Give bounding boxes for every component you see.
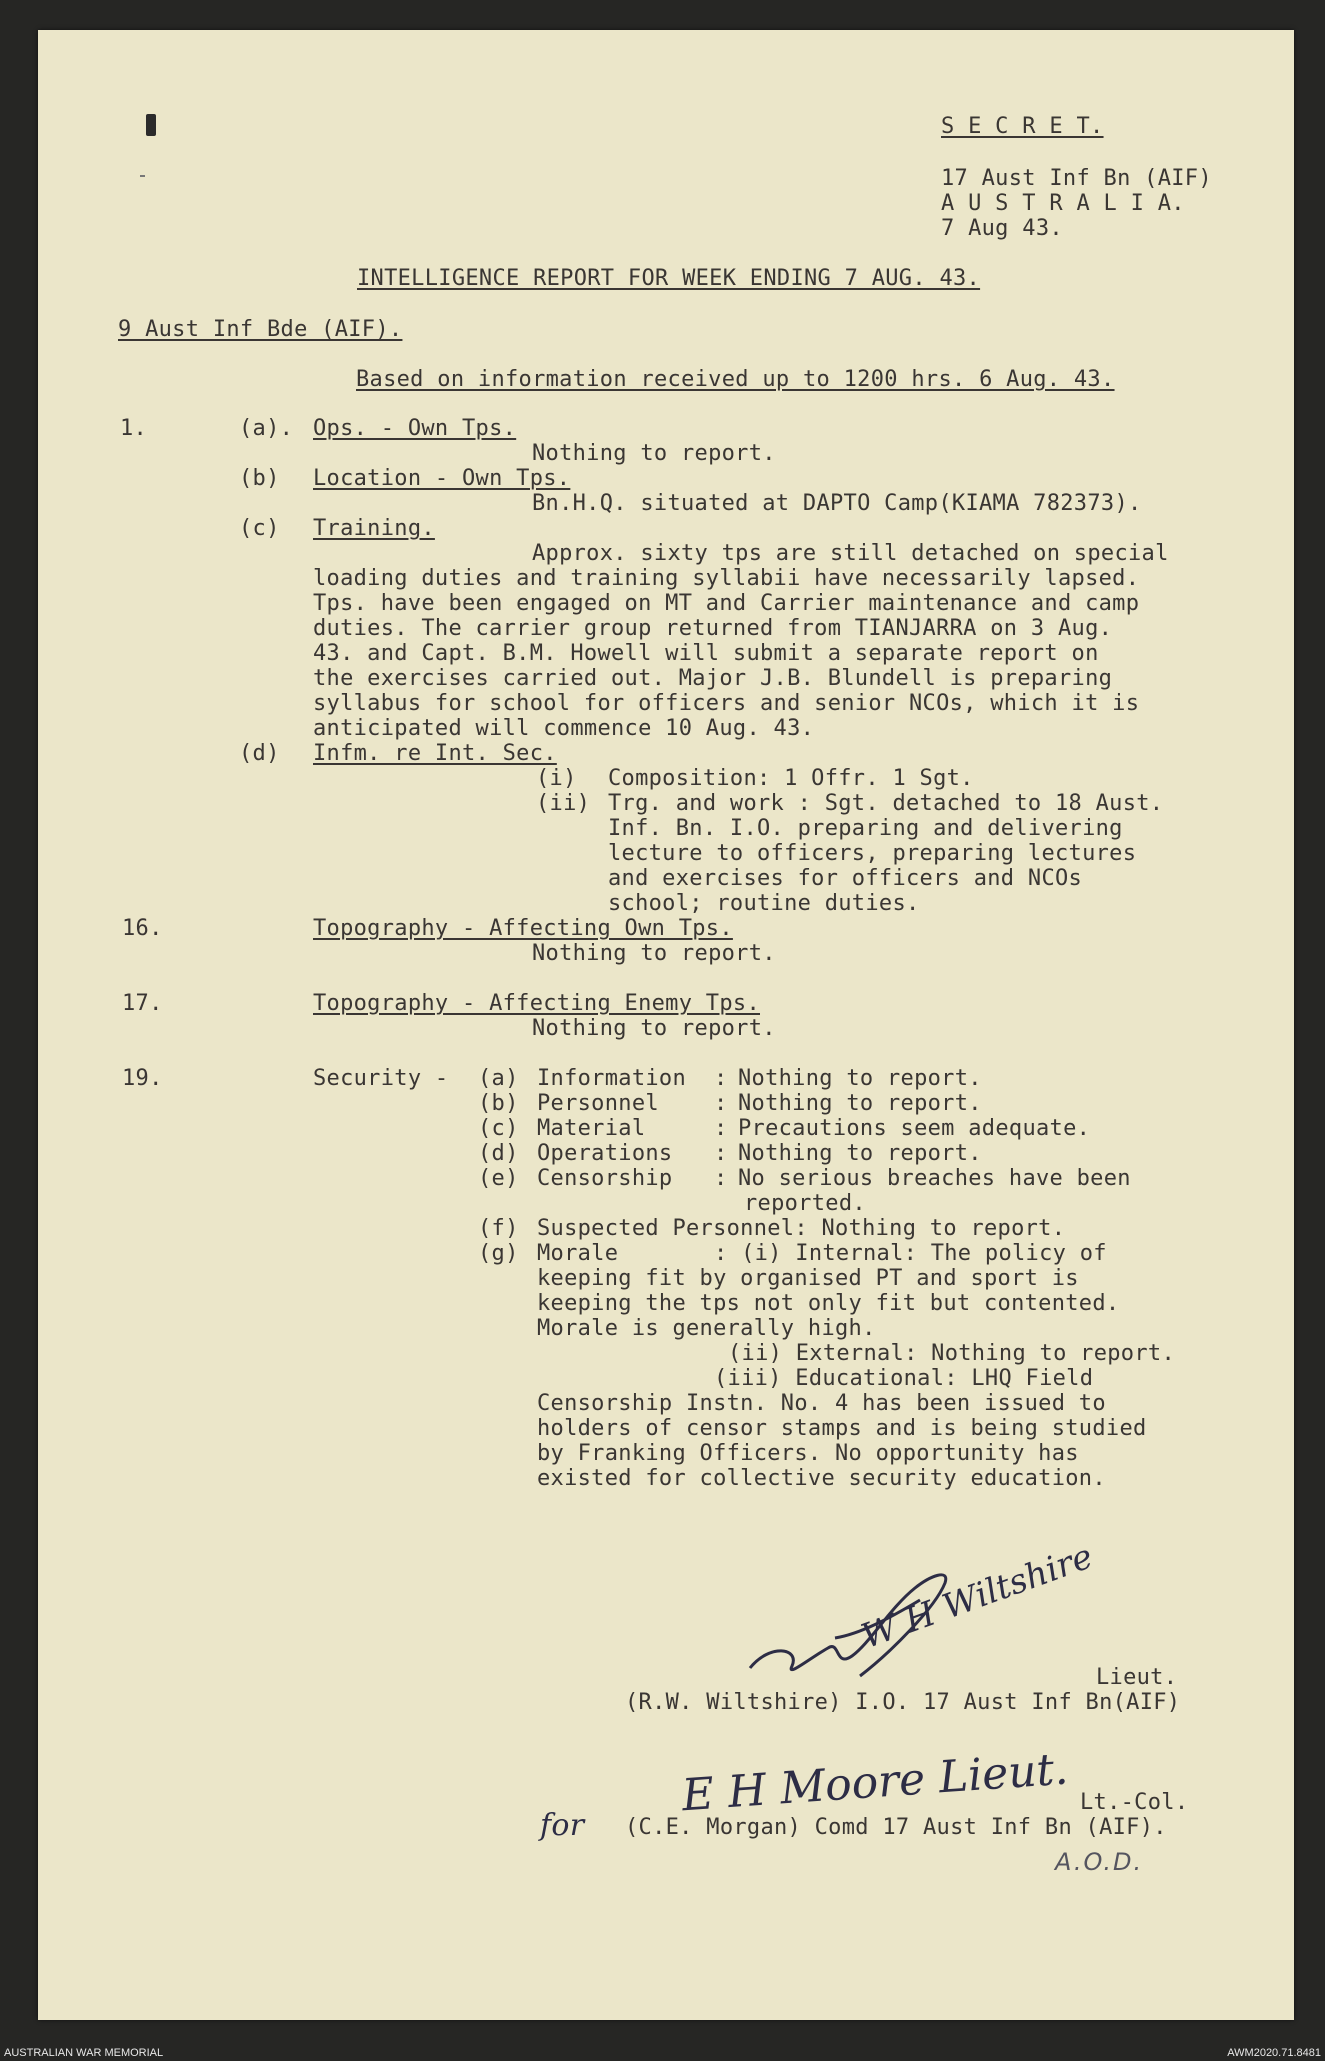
paragraph-line: Tps. have been engaged on MT and Carrier maintenance and camp — [313, 591, 1140, 616]
paragraph-line: lecture to officers, preparing lectures — [608, 841, 1137, 866]
addressee: 9 Aust Inf Bde (AIF). — [118, 317, 403, 342]
security-item: Personnel — [537, 1091, 659, 1116]
paragraph-line: holders of censor stamps and is being studied — [537, 1416, 1147, 1441]
sub-item-text: Composition: 1 Offr. 1 Sgt. — [608, 766, 974, 791]
security-item: Operations — [537, 1141, 673, 1166]
section-text: Nothing to report. — [532, 441, 776, 466]
sub-item-label: (i) — [536, 766, 577, 791]
signature-rank: Lieut. — [1096, 1665, 1178, 1690]
section-text: Nothing to report. — [532, 1016, 776, 1041]
signature-handwriting: E H Moore Lieut. — [680, 1743, 1070, 1822]
paragraph-line: (ii) External: Nothing to report. — [728, 1341, 1175, 1366]
paragraph-line: and exercises for officers and NCOs — [608, 866, 1083, 891]
paragraph-line: Morale is generally high. — [537, 1316, 876, 1341]
punch-mark — [140, 175, 145, 177]
classification-marking: S E C R E T. — [941, 114, 1104, 139]
paragraph-line: syllabus for school for officers and senior NCOs, which it is — [313, 691, 1140, 716]
paragraph-line: keeping the tps not only fit but contented. — [537, 1291, 1120, 1316]
section-heading: Training. — [313, 516, 435, 541]
section-heading: Topography - Affecting Enemy Tps. — [313, 991, 760, 1016]
signature-handwriting: W H Wiltshire — [856, 1536, 1099, 1657]
security-value: Nothing to report. — [738, 1141, 982, 1166]
paragraph-line: keeping fit by organised PT and sport is — [537, 1266, 1079, 1291]
paragraph-line: 43. and Capt. B.M. Howell will submit a separate report on — [313, 641, 1099, 666]
footer-accession: AWM2020.71.8481 — [1227, 2047, 1321, 2059]
annotation: A.O.D. — [1055, 1848, 1144, 1876]
item-label: (d) — [478, 1141, 519, 1166]
paragraph-line: existed for collective security education. — [537, 1466, 1106, 1491]
security-value: Precautions seem adequate. — [738, 1116, 1091, 1141]
security-value: Nothing to report. — [738, 1091, 982, 1116]
paragraph-line: Approx. sixty tps are still detached on special — [532, 541, 1169, 566]
paragraph-line: school; routine duties. — [608, 891, 920, 916]
section-heading: Ops. - Own Tps. — [313, 416, 517, 441]
item-label: (e) — [478, 1166, 519, 1191]
footer-source: AUSTRALIAN WAR MEMORIAL — [4, 2047, 164, 2059]
item-label: (b) — [239, 466, 280, 491]
item-label: (a) — [478, 1066, 519, 1091]
signature-rank: Lt.-Col. — [1080, 1790, 1189, 1815]
paragraph-line: Inf. Bn. I.O. preparing and delivering — [608, 816, 1123, 841]
paragraph-line: loading duties and training syllabii have necessarily lapsed. — [313, 566, 1140, 591]
signature-wiltshire — [740, 1536, 1099, 1698]
paragraph-line: anticipated will commence 10 Aug. 43. — [313, 716, 815, 741]
section-text: Bn.H.Q. situated at DAPTO Camp(KIAMA 782373). — [532, 491, 1142, 516]
paragraph-line: duties. The carrier group returned from TIANJARRA on 3 Aug. — [313, 616, 1113, 641]
separator: : — [714, 1066, 728, 1091]
security-value: reported. — [744, 1191, 866, 1216]
security-value: Nothing to report. — [738, 1066, 982, 1091]
punch-mark — [146, 114, 156, 136]
signature-name: (R.W. Wiltshire) I.O. 17 Aust Inf Bn(AIF) — [625, 1690, 1181, 1715]
item-label: (f) — [478, 1216, 519, 1241]
item-label: (c) — [239, 516, 280, 541]
signature-prefix: for — [540, 1808, 585, 1843]
separator: : — [714, 1166, 728, 1191]
item-label: (b) — [478, 1091, 519, 1116]
item-label: (a). — [239, 416, 294, 441]
section-number: 16. — [122, 916, 163, 941]
signature-name: (C.E. Morgan) Comd 17 Aust Inf Bn (AIF). — [625, 1815, 1167, 1840]
item-label: (g) — [478, 1241, 519, 1266]
security-value: No serious breaches have been — [738, 1166, 1131, 1191]
section-number: 19. — [122, 1066, 163, 1091]
section-heading: Infm. re Int. Sec. — [313, 741, 557, 766]
section-text: Nothing to report. — [532, 941, 776, 966]
security-item: Censorship — [537, 1166, 673, 1191]
paragraph-line: by Franking Officers. No opportunity has — [537, 1441, 1079, 1466]
security-item: Information — [537, 1066, 686, 1091]
security-item: Morale — [537, 1241, 619, 1266]
sub-item-label: (ii) — [536, 791, 591, 816]
information-basis: Based on information received up to 1200 hrs. 6 Aug. 43. — [356, 367, 1115, 392]
security-item: Suspected Personnel: Nothing to report. — [537, 1216, 1066, 1241]
section-heading: Topography - Affecting Own Tps. — [313, 916, 733, 941]
section-number: 1. — [120, 416, 148, 441]
section-heading: Location - Own Tps. — [313, 466, 571, 491]
item-label: (c) — [478, 1116, 519, 1141]
section-number: 17. — [122, 991, 163, 1016]
paragraph-line: Trg. and work : Sgt. detached to 18 Aust. — [608, 791, 1164, 816]
country: A U S T R A L I A. — [941, 191, 1185, 216]
security-value: : (i) Internal: The policy of — [714, 1241, 1107, 1266]
paragraph-line: (iii) Educational: LHQ Field — [714, 1366, 1094, 1391]
separator: : — [714, 1141, 728, 1166]
separator: : — [714, 1116, 728, 1141]
signature-moore — [660, 1740, 1080, 1820]
separator: : — [714, 1091, 728, 1116]
section-heading: Security - — [313, 1066, 449, 1091]
paragraph-line: the exercises carried out. Major J.B. Blundell is preparing — [313, 666, 1113, 691]
unit-name: 17 Aust Inf Bn (AIF) — [941, 166, 1212, 191]
report-title: INTELLIGENCE REPORT FOR WEEK ENDING 7 AUG. 43. — [357, 266, 981, 291]
item-label: (d) — [239, 741, 280, 766]
security-item: Material — [537, 1116, 646, 1141]
report-date: 7 Aug 43. — [941, 216, 1063, 241]
paragraph-line: Censorship Instn. No. 4 has been issued to — [537, 1391, 1106, 1416]
